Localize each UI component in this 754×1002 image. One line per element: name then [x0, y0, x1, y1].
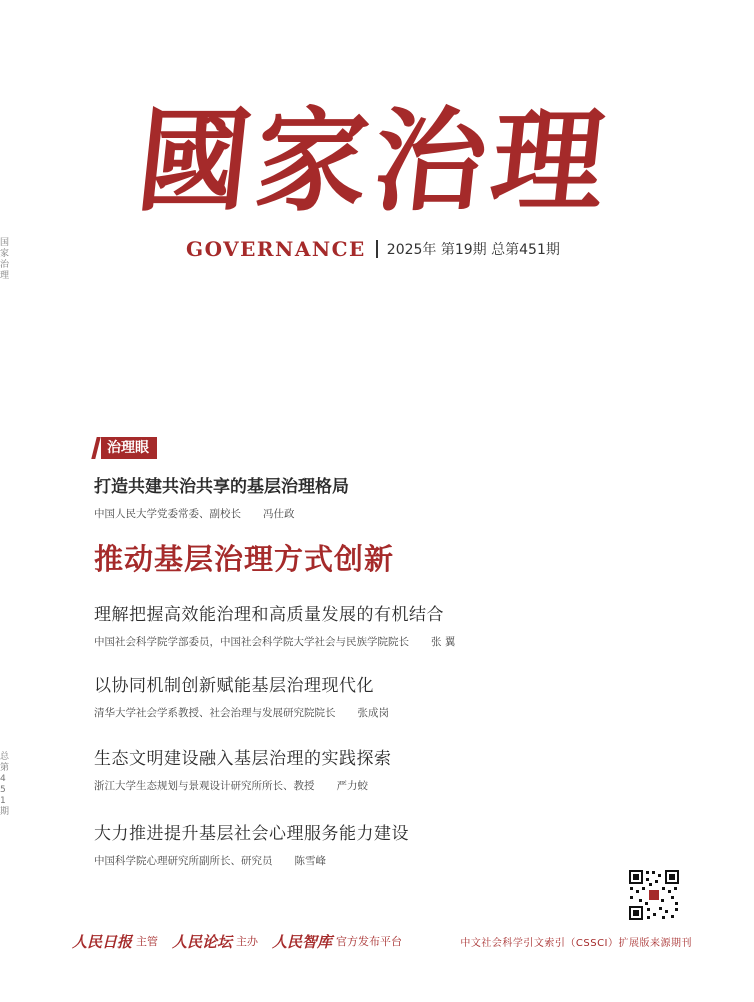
affiliation: 清华大学社会学系教授、社会治理与发展研究院院长: [94, 707, 336, 719]
article-author-line: [94, 634, 455, 649]
masthead-subtitle: [186, 235, 560, 263]
spine-issue: 总第451期: [0, 752, 10, 817]
article-item[interactable]: [94, 744, 392, 793]
sponsor-logo-people-forum: 人民论坛: [172, 932, 233, 951]
tag-slash: [91, 437, 100, 459]
column-tag: [94, 437, 157, 459]
article-author-line: [94, 853, 409, 868]
qr-code-icon: [628, 869, 680, 921]
lead-article-author-line: [94, 506, 349, 521]
article-item[interactable]: [94, 819, 409, 868]
lead-article[interactable]: [94, 472, 349, 521]
article-title: 生态文明建设融入基层治理的实践探索: [94, 749, 392, 769]
affiliation: 中国人民大学党委常委、副校长: [94, 508, 241, 520]
english-title: GOVERNANCE: [186, 237, 366, 261]
author-name: 冯仕政: [263, 508, 295, 520]
spine-title: 国家治理: [0, 238, 10, 281]
subtitle-divider: [376, 240, 378, 258]
lead-article-title: 打造共建共治共享的基层治理格局: [94, 477, 349, 497]
issue-info: 2025年 第19期 总第451期: [386, 242, 560, 258]
sponsor-logo-people-daily: 人民日报: [72, 932, 133, 951]
affiliation: 中国科学院心理研究所副所长、研究员: [94, 855, 273, 867]
author-name: 张 翼: [431, 636, 456, 648]
article-item[interactable]: [94, 671, 389, 720]
column-tag-label: 治理眼: [101, 437, 157, 459]
author-name: 严力蛟: [336, 780, 368, 792]
article-title: 以协同机制创新赋能基层治理现代化: [94, 676, 374, 696]
article-item[interactable]: [94, 600, 455, 649]
article-title: 大力推进提升基层社会心理服务能力建设: [94, 824, 409, 844]
affiliation: 浙江大学生态规划与景观设计研究所所长、教授: [94, 780, 315, 792]
article-author-line: [94, 705, 389, 720]
sponsor-role: 主办: [236, 935, 259, 948]
author-name: 张成岗: [357, 707, 389, 719]
affiliation: 中国社会科学院学部委员，中国社会科学院大学社会与民族学院院长: [94, 636, 409, 648]
sponsor-logo-people-think-tank: 人民智库: [272, 932, 333, 951]
sponsor-role: 主管: [136, 935, 159, 948]
footer-sponsors: [72, 930, 692, 952]
masthead-title: 國家治理: [131, 96, 617, 227]
cssci-index-note: 中文社会科学引文索引（CSSCI）扩展版来源期刊: [460, 937, 692, 949]
author-name: 陈雪峰: [294, 855, 326, 867]
article-author-line: [94, 778, 392, 793]
sponsor-role: 官方发布平台: [336, 935, 403, 948]
article-title: 理解把握高效能治理和高质量发展的有机结合: [94, 605, 444, 625]
cover-headline: 推动基层治理方式创新: [94, 542, 395, 576]
